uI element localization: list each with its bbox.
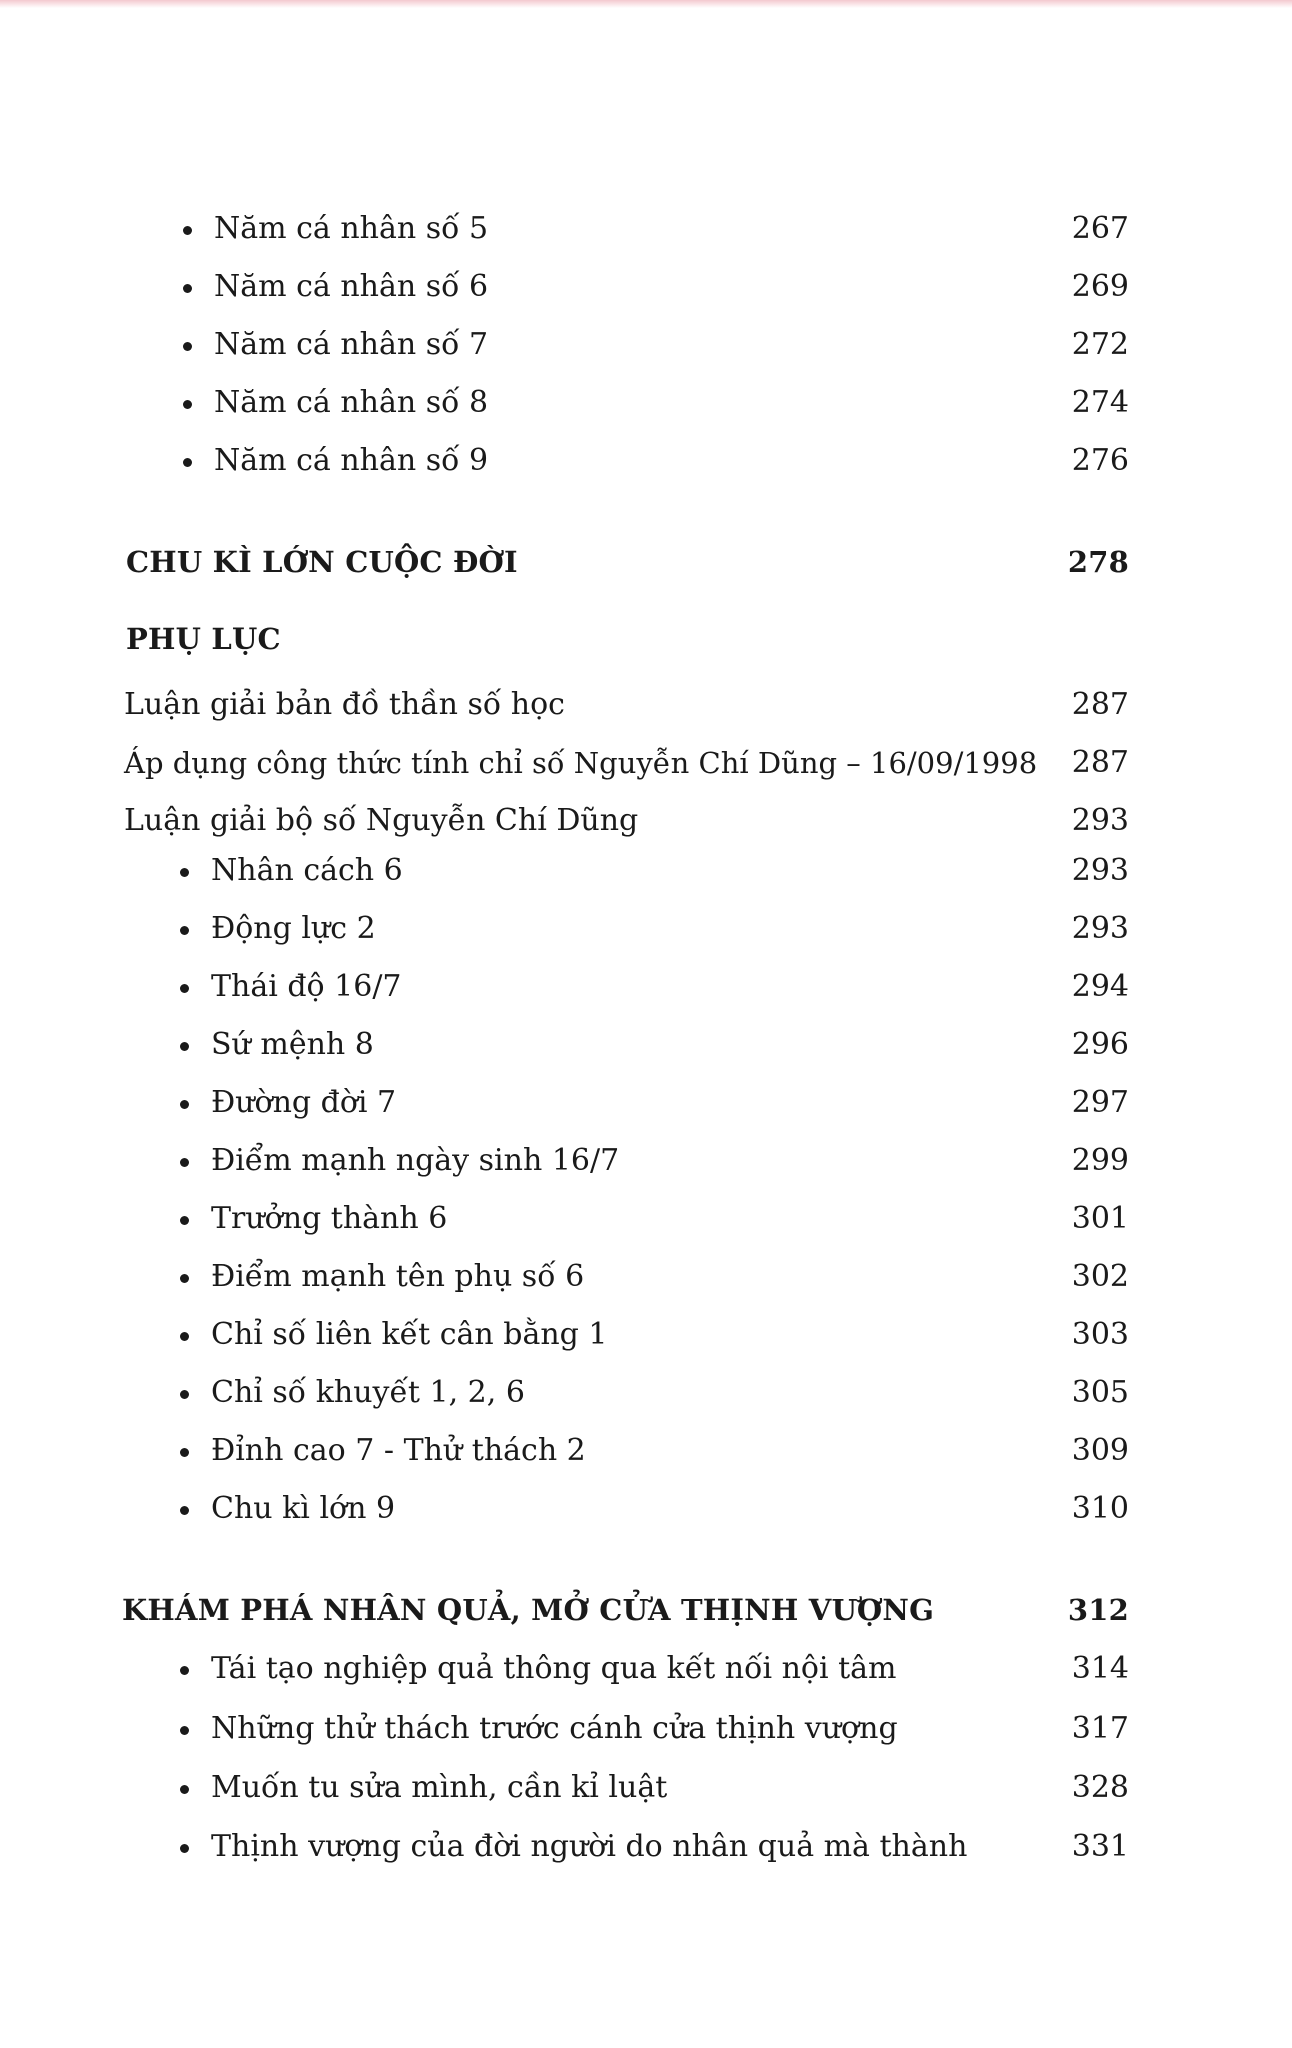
bullet-icon	[180, 1100, 189, 1109]
toc-entry-personal-year-9[interactable]	[0, 432, 1292, 476]
toc-entry-page: 296	[1071, 1027, 1129, 1062]
toc-entry-page: 328	[1071, 1770, 1129, 1805]
toc-heading-title: CHU KÌ LỚN CUỘC ĐỜI	[126, 545, 518, 579]
toc-entry-diem-manh-ngay-sinh[interactable]	[0, 1132, 1292, 1176]
toc-heading-page: 312	[1067, 1593, 1129, 1627]
bullet-icon	[183, 226, 192, 235]
toc-entry-truong-thanh[interactable]	[0, 1190, 1292, 1234]
toc-entry-page: 276	[1071, 443, 1129, 478]
toc-entry-su-menh[interactable]	[0, 1016, 1292, 1060]
toc-entry-chi-so-khuyet[interactable]	[0, 1364, 1292, 1408]
toc-entry-page: 267	[1071, 211, 1129, 246]
toc-entry-page: 302	[1071, 1259, 1129, 1294]
toc-entry-title: Năm cá nhân số 8	[214, 385, 489, 420]
toc-entry-title: Thái độ 16/7	[211, 969, 402, 1004]
toc-entry-page: 317	[1071, 1711, 1129, 1746]
toc-entry-page: 274	[1071, 385, 1129, 420]
toc-entry-title: Chỉ số liên kết cân bằng 1	[211, 1317, 608, 1352]
toc-heading-title: PHỤ LỤC	[126, 622, 281, 656]
toc-heading-chu-ki[interactable]	[0, 533, 1292, 577]
toc-entry-title: Những thử thách trước cánh cửa thịnh vượng	[211, 1711, 898, 1746]
toc-entry-title: Năm cá nhân số 6	[214, 269, 489, 304]
bullet-icon	[180, 926, 189, 935]
toc-entry-title: Đỉnh cao 7 - Thử thách 2	[211, 1433, 586, 1468]
bullet-icon	[180, 1216, 189, 1225]
bullet-icon	[180, 1506, 189, 1515]
toc-entry-personal-year-6[interactable]	[0, 258, 1292, 302]
toc-entry-title: Động lực 2	[211, 911, 376, 946]
toc-entry-title: Tái tạo nghiệp quả thông qua kết nối nội tâm	[211, 1651, 897, 1686]
toc-entry-muon-tu-sua[interactable]	[0, 1759, 1292, 1803]
bullet-icon	[180, 1042, 189, 1051]
bullet-icon	[180, 1448, 189, 1457]
toc-entry-dinh-cao[interactable]	[0, 1422, 1292, 1466]
toc-heading-phu-luc[interactable]	[0, 610, 1292, 654]
toc-entry-title: Trưởng thành 6	[211, 1201, 448, 1236]
toc-entry-tai-tao-nghiep-qua[interactable]	[0, 1640, 1292, 1684]
toc-entry-personal-year-8[interactable]	[0, 374, 1292, 418]
toc-entry-ap-dung-cong-thuc[interactable]	[0, 734, 1292, 778]
bullet-icon	[180, 1390, 189, 1399]
toc-entry-page: 297	[1071, 1085, 1129, 1120]
bullet-icon	[180, 1726, 189, 1735]
toc-entry-page: 293	[1071, 911, 1129, 946]
toc-entry-diem-manh-ten-phu[interactable]	[0, 1248, 1292, 1292]
bullet-icon	[183, 342, 192, 351]
toc-entry-nhan-cach[interactable]	[0, 842, 1292, 886]
toc-entry-luan-giai-ban-do[interactable]	[0, 676, 1292, 720]
bullet-icon	[180, 1332, 189, 1341]
toc-heading-kham-pha[interactable]	[0, 1581, 1292, 1625]
bullet-icon	[180, 1666, 189, 1675]
toc-entry-page: 287	[1071, 745, 1129, 780]
toc-entry-title: Thịnh vượng của đời người do nhân quả mà thành	[211, 1829, 968, 1864]
toc-entry-chu-ki-lon[interactable]	[0, 1480, 1292, 1524]
toc-entry-title: Nhân cách 6	[211, 853, 403, 888]
toc-entry-personal-year-5[interactable]	[0, 200, 1292, 244]
toc-entry-page: 314	[1071, 1651, 1129, 1686]
toc-entry-title: Chu kì lớn 9	[211, 1491, 396, 1526]
bullet-icon	[180, 1158, 189, 1167]
bullet-icon	[180, 1785, 189, 1794]
toc-entry-thai-do[interactable]	[0, 958, 1292, 1002]
bullet-icon	[183, 458, 192, 467]
bullet-icon	[180, 1274, 189, 1283]
bullet-icon	[180, 868, 189, 877]
toc-entry-lien-ket-can-bang[interactable]	[0, 1306, 1292, 1350]
toc-entry-title: Luận giải bộ số Nguyễn Chí Dũng	[124, 803, 639, 838]
toc-entry-luan-giai-bo-so[interactable]	[0, 792, 1292, 836]
toc-entry-page: 309	[1071, 1433, 1129, 1468]
toc-entry-title: Áp dụng công thức tính chỉ số Nguyễn Chí Dũng – 16/09/1998	[124, 746, 1038, 780]
toc-entry-page: 310	[1071, 1491, 1129, 1526]
toc-entry-page: 331	[1071, 1829, 1129, 1864]
toc-entry-page: 299	[1071, 1143, 1129, 1178]
toc-heading-title: KHÁM PHÁ NHÂN QUẢ, MỞ CỬA THỊNH VƯỢNG	[122, 1593, 935, 1627]
toc-entry-title: Năm cá nhân số 9	[214, 443, 489, 478]
bullet-icon	[183, 284, 192, 293]
bullet-icon	[183, 400, 192, 409]
toc-heading-page: 278	[1067, 545, 1129, 579]
toc-entry-title: Điểm mạnh tên phụ số 6	[211, 1259, 585, 1294]
toc-entry-page: 303	[1071, 1317, 1129, 1352]
toc-entry-title: Năm cá nhân số 7	[214, 327, 489, 362]
toc-entry-page: 269	[1071, 269, 1129, 304]
toc-entry-title: Đường đời 7	[211, 1085, 397, 1120]
toc-entry-title: Năm cá nhân số 5	[214, 211, 489, 246]
toc-entry-page: 293	[1071, 803, 1129, 838]
toc-entry-page: 301	[1071, 1201, 1129, 1236]
toc-entry-thinh-vuong-doi-nguoi[interactable]	[0, 1818, 1292, 1862]
toc-entry-page: 287	[1071, 687, 1129, 722]
toc-entry-title: Luận giải bản đồ thần số học	[124, 687, 565, 722]
toc-entry-title: Muốn tu sửa mình, cần kỉ luật	[211, 1770, 668, 1805]
toc-entry-title: Điểm mạnh ngày sinh 16/7	[211, 1143, 620, 1178]
toc-entry-page: 294	[1071, 969, 1129, 1004]
bullet-icon	[180, 984, 189, 993]
toc-entry-page: 272	[1071, 327, 1129, 362]
toc-entry-duong-doi[interactable]	[0, 1074, 1292, 1118]
toc-entry-title: Sứ mệnh 8	[211, 1027, 374, 1062]
toc-entry-page: 305	[1071, 1375, 1129, 1410]
toc-entry-title: Chỉ số khuyết 1, 2, 6	[211, 1375, 525, 1410]
toc-entry-nhung-thu-thach[interactable]	[0, 1700, 1292, 1744]
toc-entry-dong-luc[interactable]	[0, 900, 1292, 944]
toc-entry-page: 293	[1071, 853, 1129, 888]
toc-entry-personal-year-7[interactable]	[0, 316, 1292, 360]
bullet-icon	[180, 1844, 189, 1853]
